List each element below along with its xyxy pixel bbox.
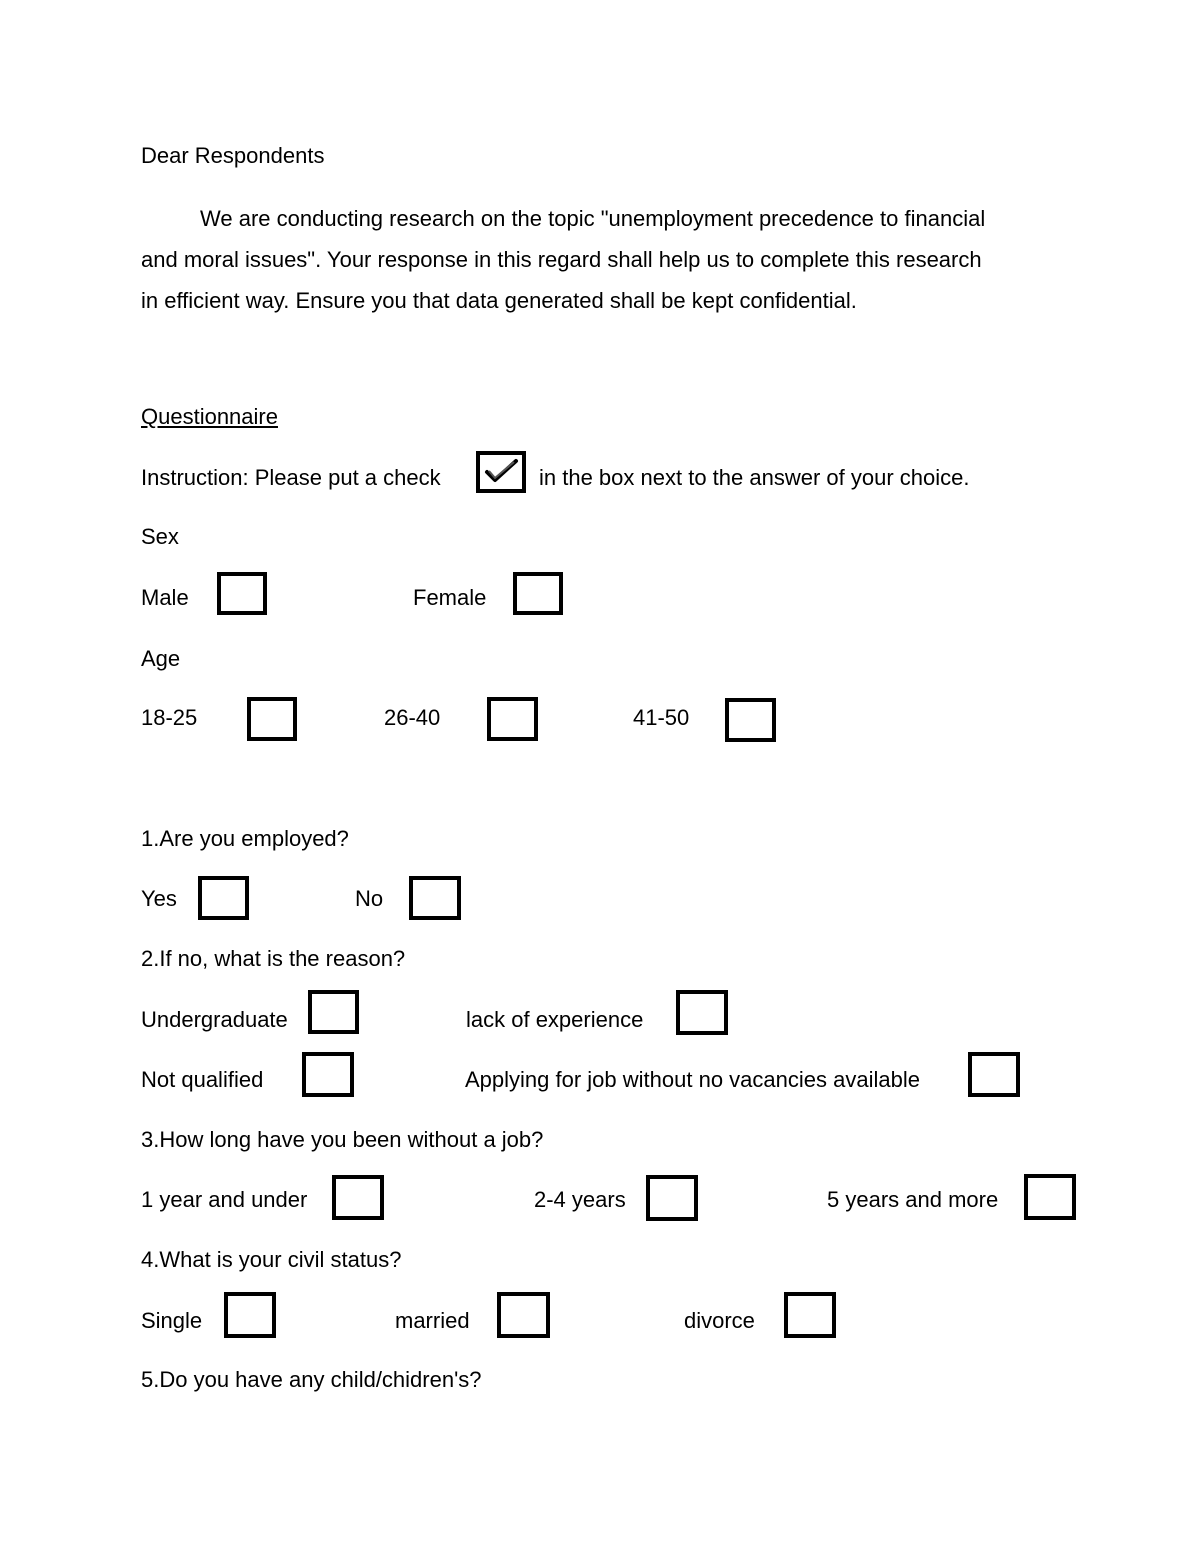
- question-2: 2.If no, what is the reason?: [141, 946, 406, 971]
- option-not-qualified-label: Not qualified: [141, 1067, 264, 1092]
- option-18-25-label: 18-25: [141, 705, 198, 730]
- single-checkbox[interactable]: [224, 1292, 276, 1338]
- no-checkbox[interactable]: [409, 876, 461, 920]
- option-single-label: Single: [141, 1308, 203, 1333]
- option-no-vacancies-label: Applying for job without no vacancies available: [465, 1067, 920, 1092]
- instruction-text-after: in the box next to the answer of your choice.: [539, 465, 970, 490]
- intro-paragraph: [141, 198, 1051, 321]
- married-checkbox[interactable]: [497, 1292, 550, 1338]
- option-5-years-label: 5 years and more: [827, 1187, 999, 1212]
- undergraduate-checkbox[interactable]: [308, 990, 359, 1034]
- intro-line-1: We are conducting research on the topic "unemployment precedence to financial: [200, 206, 986, 231]
- option-no-label: No: [355, 886, 384, 911]
- divorce-checkbox[interactable]: [784, 1292, 836, 1338]
- 2-4-years-checkbox[interactable]: [646, 1175, 698, 1221]
- instruction-text-before: Instruction: Please put a check: [141, 465, 441, 490]
- question-5: 5.Do you have any child/chidren's?: [141, 1367, 482, 1392]
- age-label: Age: [141, 646, 181, 671]
- 5-years-and-more-checkbox[interactable]: [1024, 1174, 1076, 1220]
- age-18-25-checkbox[interactable]: [247, 697, 297, 741]
- option-female-label: Female: [413, 585, 487, 610]
- question-1: 1.Are you employed?: [141, 826, 349, 851]
- option-2-4-years-label: 2-4 years: [534, 1187, 626, 1212]
- option-male-label: Male: [141, 585, 189, 610]
- question-3: 3.How long have you been without a job?: [141, 1127, 544, 1152]
- salutation: Dear Respondents: [141, 143, 325, 168]
- lack-of-experience-checkbox[interactable]: [676, 990, 728, 1035]
- option-26-40-label: 26-40: [384, 705, 441, 730]
- option-divorce-label: divorce: [684, 1308, 755, 1333]
- option-1-year-label: 1 year and under: [141, 1187, 308, 1212]
- no-vacancies-checkbox[interactable]: [968, 1052, 1020, 1097]
- question-4: 4.What is your civil status?: [141, 1247, 402, 1272]
- questionnaire-heading: Questionnaire: [141, 404, 278, 429]
- not-qualified-checkbox[interactable]: [302, 1052, 354, 1097]
- sex-label: Sex: [141, 524, 179, 549]
- female-checkbox[interactable]: [513, 572, 563, 615]
- option-lack-of-experience-label: lack of experience: [466, 1007, 644, 1032]
- check-mark-icon: [476, 451, 526, 493]
- age-26-40-checkbox[interactable]: [487, 697, 538, 741]
- option-undergraduate-label: Undergraduate: [141, 1007, 288, 1032]
- age-41-50-checkbox[interactable]: [725, 698, 776, 742]
- intro-line-2: and moral issues". Your response in this regard shall help us to complete this research: [141, 247, 982, 272]
- option-yes-label: Yes: [141, 886, 177, 911]
- yes-checkbox[interactable]: [198, 876, 249, 920]
- intro-line-3: in efficient way. Ensure you that data generated shall be kept confidential.: [141, 288, 857, 313]
- option-41-50-label: 41-50: [633, 705, 690, 730]
- male-checkbox[interactable]: [217, 572, 267, 615]
- 1-year-and-under-checkbox[interactable]: [332, 1175, 384, 1220]
- option-married-label: married: [395, 1308, 470, 1333]
